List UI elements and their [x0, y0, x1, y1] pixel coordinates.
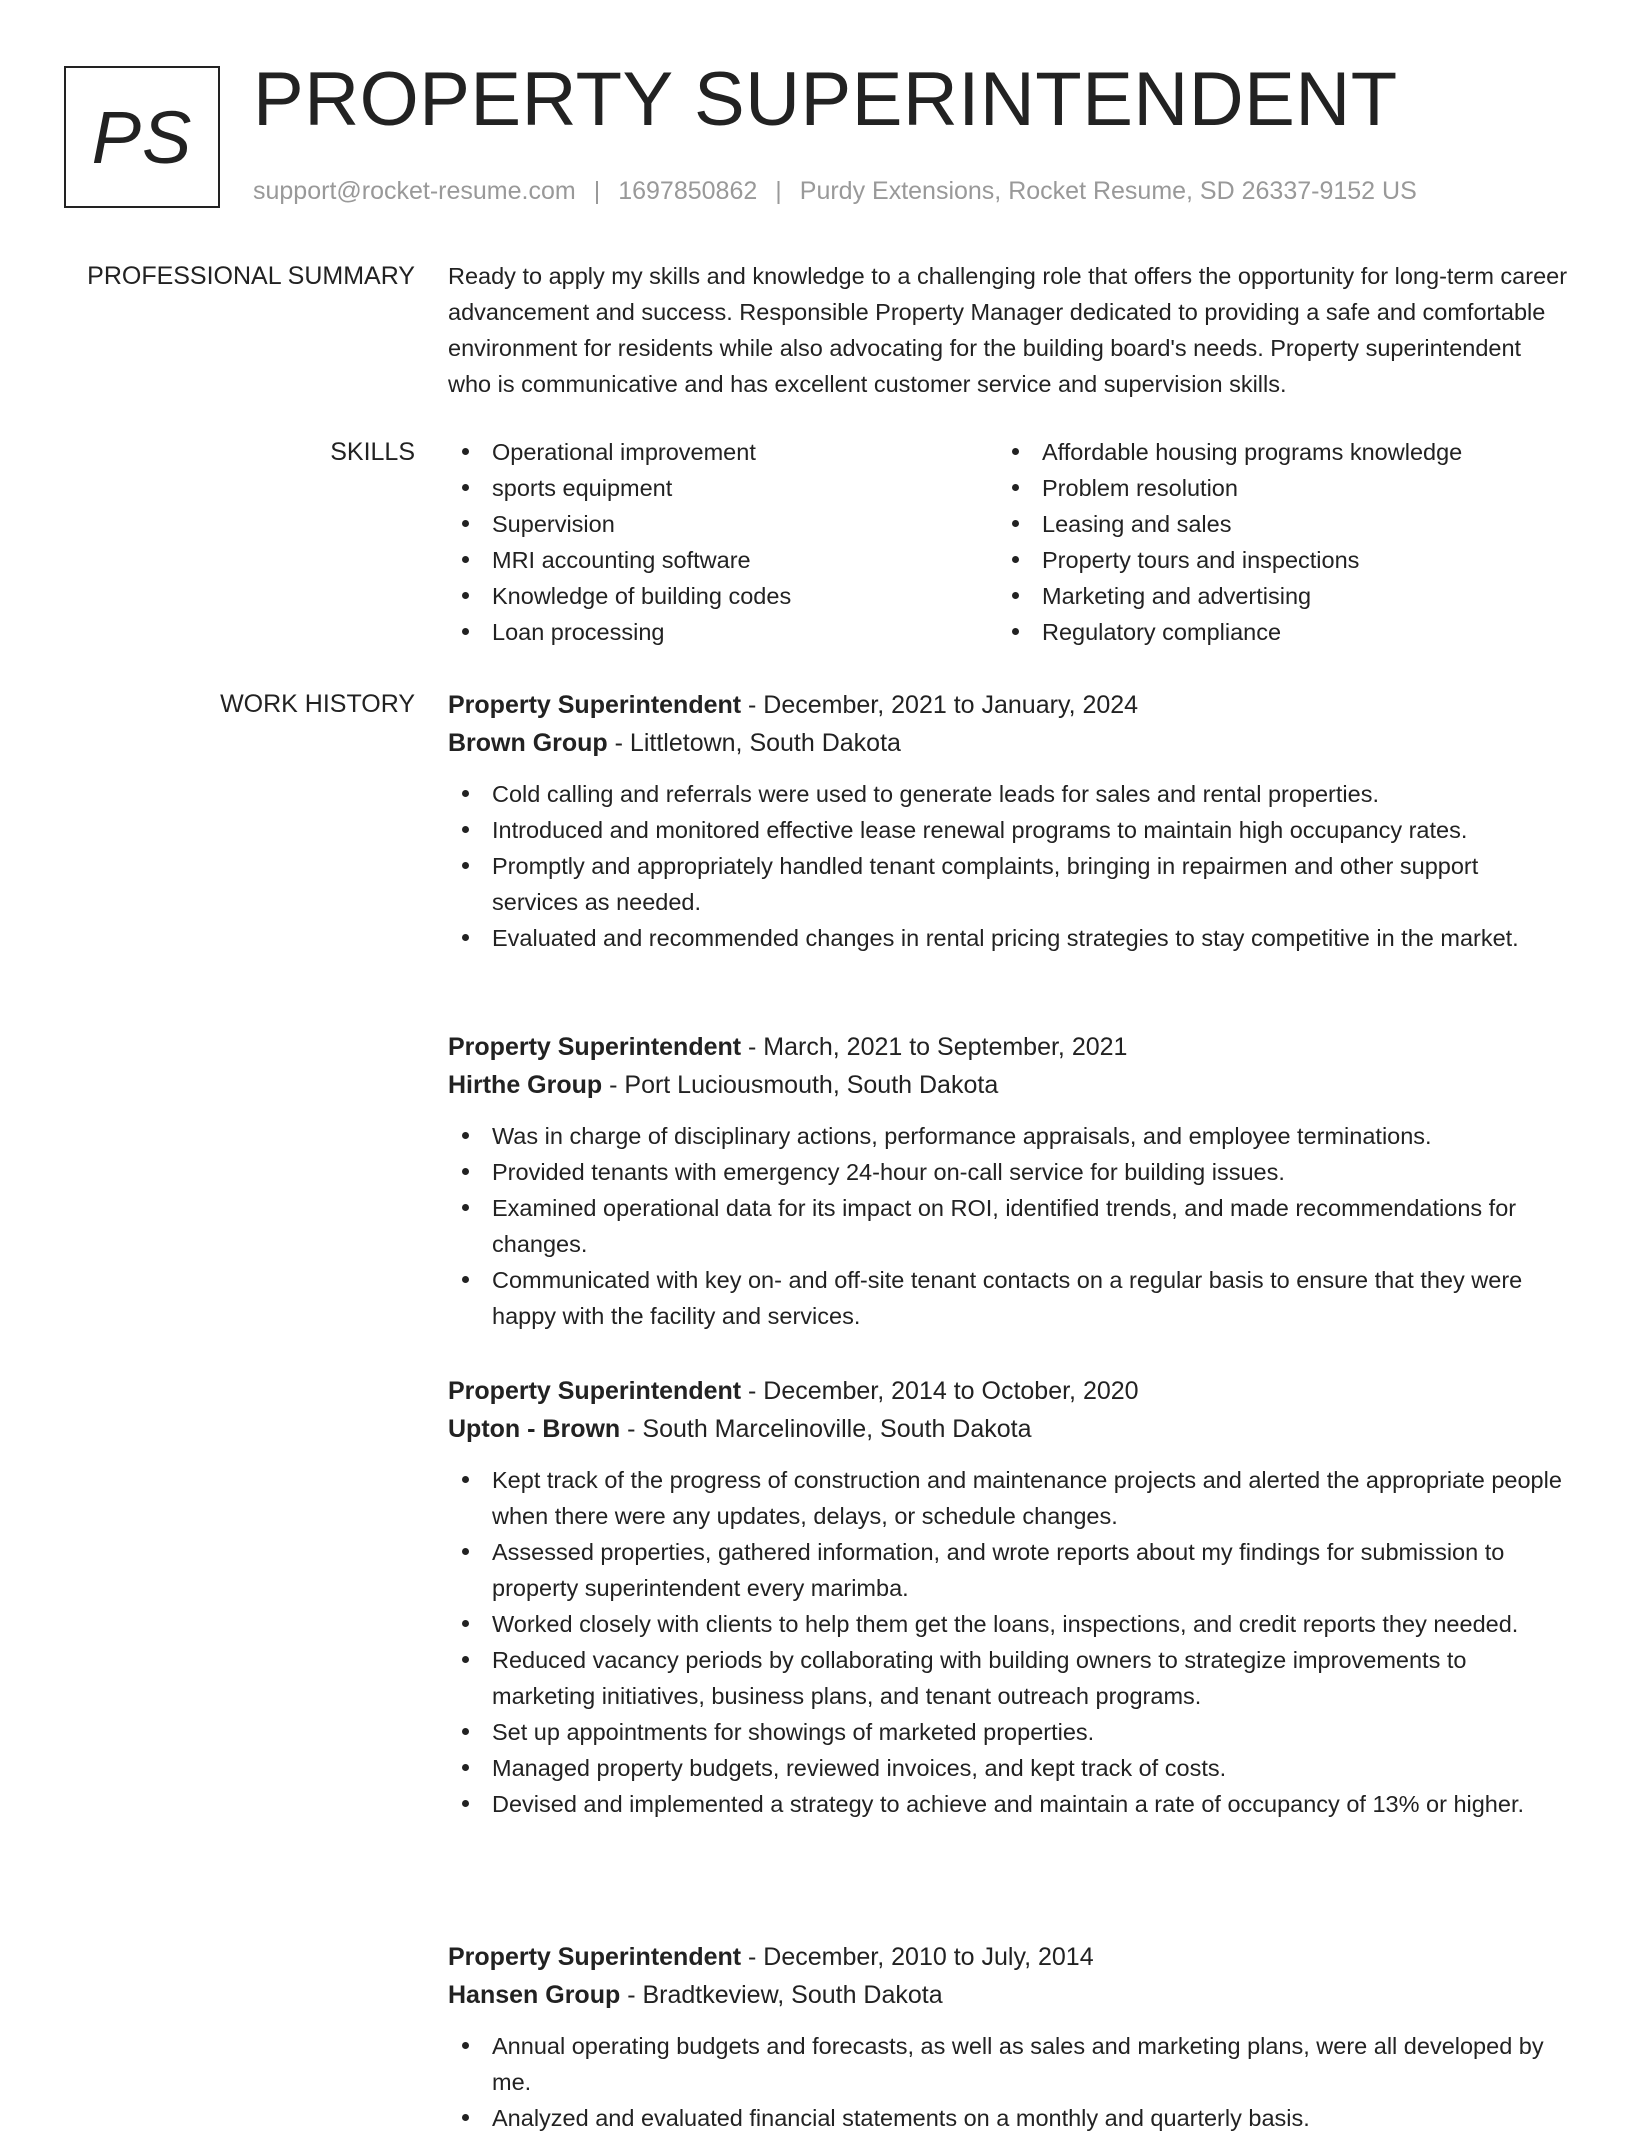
job-dates: - March, 2021 to September, 2021 [741, 1033, 1128, 1061]
job-bullets [448, 1118, 1568, 1334]
monogram-logo: PS [64, 66, 220, 208]
job-bullet: Was in charge of disciplinary actions, performance appraisals, and employee terminations. [448, 1118, 1568, 1154]
contact-line [253, 174, 1417, 208]
skill-item: Regulatory compliance [998, 614, 1548, 650]
job-bullet: Promptly and appropriately handled tenant complaints, bringing in repairmen and other support services as needed. [448, 848, 1568, 920]
job-title: Property Superintendent [448, 1033, 742, 1061]
job-company: Brown Group [448, 729, 608, 757]
job-bullet: Reduced vacancy periods by collaborating with building owners to strategize improvements to marketing initiatives, business plans, and tenant outreach programs. [448, 1642, 1568, 1714]
skills-list-left [448, 434, 998, 650]
job-title: Property Superintendent [448, 1377, 742, 1405]
skill-item: Loan processing [448, 614, 998, 650]
job-entry [448, 1028, 1568, 1334]
job-location: - Port Luciousmouth, South Dakota [602, 1071, 999, 1099]
job-dates: - December, 2014 to October, 2020 [741, 1377, 1139, 1405]
job-title-line [448, 1372, 1568, 1410]
job-bullet: Devised and implemented a strategy to achieve and maintain a rate of occupancy of 13% or higher. [448, 1786, 1568, 1822]
skill-item: Problem resolution [998, 470, 1548, 506]
job-company-line [448, 724, 1568, 762]
job-dates: - December, 2021 to January, 2024 [741, 691, 1139, 719]
separator: | [593, 177, 601, 205]
job-bullet: Examined operational data for its impact on ROI, identified trends, and made recommendations for changes. [448, 1190, 1568, 1262]
job-bullet: Analyzed and evaluated financial statements on a monthly and quarterly basis. [448, 2100, 1568, 2136]
skill-item: Affordable housing programs knowledge [998, 434, 1548, 470]
job-entry [448, 1372, 1568, 1822]
job-bullet: Assessed properties, gathered information, and wrote reports about my findings for submission to property superintendent every marimba. [448, 1534, 1568, 1606]
job-bullet: Annual operating budgets and forecasts, as well as sales and marketing plans, were all developed by me. [448, 2028, 1568, 2100]
job-location: - Bradtkeview, South Dakota [620, 1981, 943, 2009]
skill-item: Property tours and inspections [998, 542, 1548, 578]
summary-body [448, 258, 1568, 402]
contact-address: Purdy Extensions, Rocket Resume, SD 26337-9152 US [799, 177, 1417, 205]
skill-item: Operational improvement [448, 434, 998, 470]
summary-text: Ready to apply my skills and knowledge to a challenging role that offers the opportunity for long-term career advancement and success. Responsible Property Manager dedicated to providing a safe and comfortable environment for residents while also advocating for the building board's needs. Property superintendent who is communicative and has excellent customer service and supervision skills. [448, 263, 1568, 397]
job-company-line [448, 1066, 1568, 1104]
skills-list-right [998, 434, 1548, 650]
skill-item: MRI accounting software [448, 542, 998, 578]
job-bullets [448, 1462, 1568, 1822]
job-title-line [448, 686, 1568, 724]
job-dates: - December, 2010 to July, 2014 [741, 1943, 1094, 1971]
job-entry [448, 1938, 1568, 2136]
job-bullets [448, 776, 1568, 956]
contact-email[interactable]: support@rocket-resume.com [253, 177, 576, 205]
job-title-line [448, 1938, 1568, 1976]
skills-body [448, 434, 1568, 654]
section-label-summary: PROFESSIONAL SUMMARY [87, 262, 415, 290]
job-title-line [448, 1028, 1568, 1066]
job-location: - Littletown, South Dakota [607, 729, 901, 757]
job-location: - South Marcelinoville, South Dakota [620, 1415, 1032, 1443]
skill-item: Leasing and sales [998, 506, 1548, 542]
section-label-work-history: WORK HISTORY [220, 690, 415, 718]
job-bullet: Cold calling and referrals were used to generate leads for sales and rental properties. [448, 776, 1568, 812]
section-label-skills: SKILLS [330, 438, 415, 466]
job-bullet: Managed property budgets, reviewed invoices, and kept track of costs. [448, 1750, 1568, 1786]
job-title: Property Superintendent [448, 691, 742, 719]
job-bullet: Introduced and monitored effective lease renewal programs to maintain high occupancy rates. [448, 812, 1568, 848]
job-company-line [448, 1410, 1568, 1448]
job-bullet: Set up appointments for showings of marketed properties. [448, 1714, 1568, 1750]
job-company-line [448, 1976, 1568, 2014]
job-bullet: Evaluated and recommended changes in rental pricing strategies to stay competitive in the market. [448, 920, 1568, 956]
job-title: Property Superintendent [448, 1943, 742, 1971]
contact-phone: 1697850862 [618, 177, 758, 205]
job-entry [448, 686, 1568, 956]
job-bullet: Communicated with key on- and off-site tenant contacts on a regular basis to ensure that they were happy with the facility and services. [448, 1262, 1568, 1334]
job-bullet: Provided tenants with emergency 24-hour on-call service for building issues. [448, 1154, 1568, 1190]
skill-item: Knowledge of building codes [448, 578, 998, 614]
job-bullet: Kept track of the progress of construction and maintenance projects and alerted the appropriate people when there were any updates, delays, or schedule changes. [448, 1462, 1568, 1534]
separator: | [775, 177, 782, 205]
job-company: Hansen Group [448, 1981, 621, 2009]
job-company: Upton - Brown [448, 1415, 621, 1443]
skill-item: Supervision [448, 506, 998, 542]
job-bullets [448, 2028, 1568, 2136]
skill-item: Marketing and advertising [998, 578, 1548, 614]
job-bullet: Worked closely with clients to help them get the loans, inspections, and credit reports they needed. [448, 1606, 1568, 1642]
job-company: Hirthe Group [448, 1071, 603, 1099]
skill-item: sports equipment [448, 470, 998, 506]
resume-name-title: PROPERTY SUPERINTENDENT [253, 57, 1398, 142]
